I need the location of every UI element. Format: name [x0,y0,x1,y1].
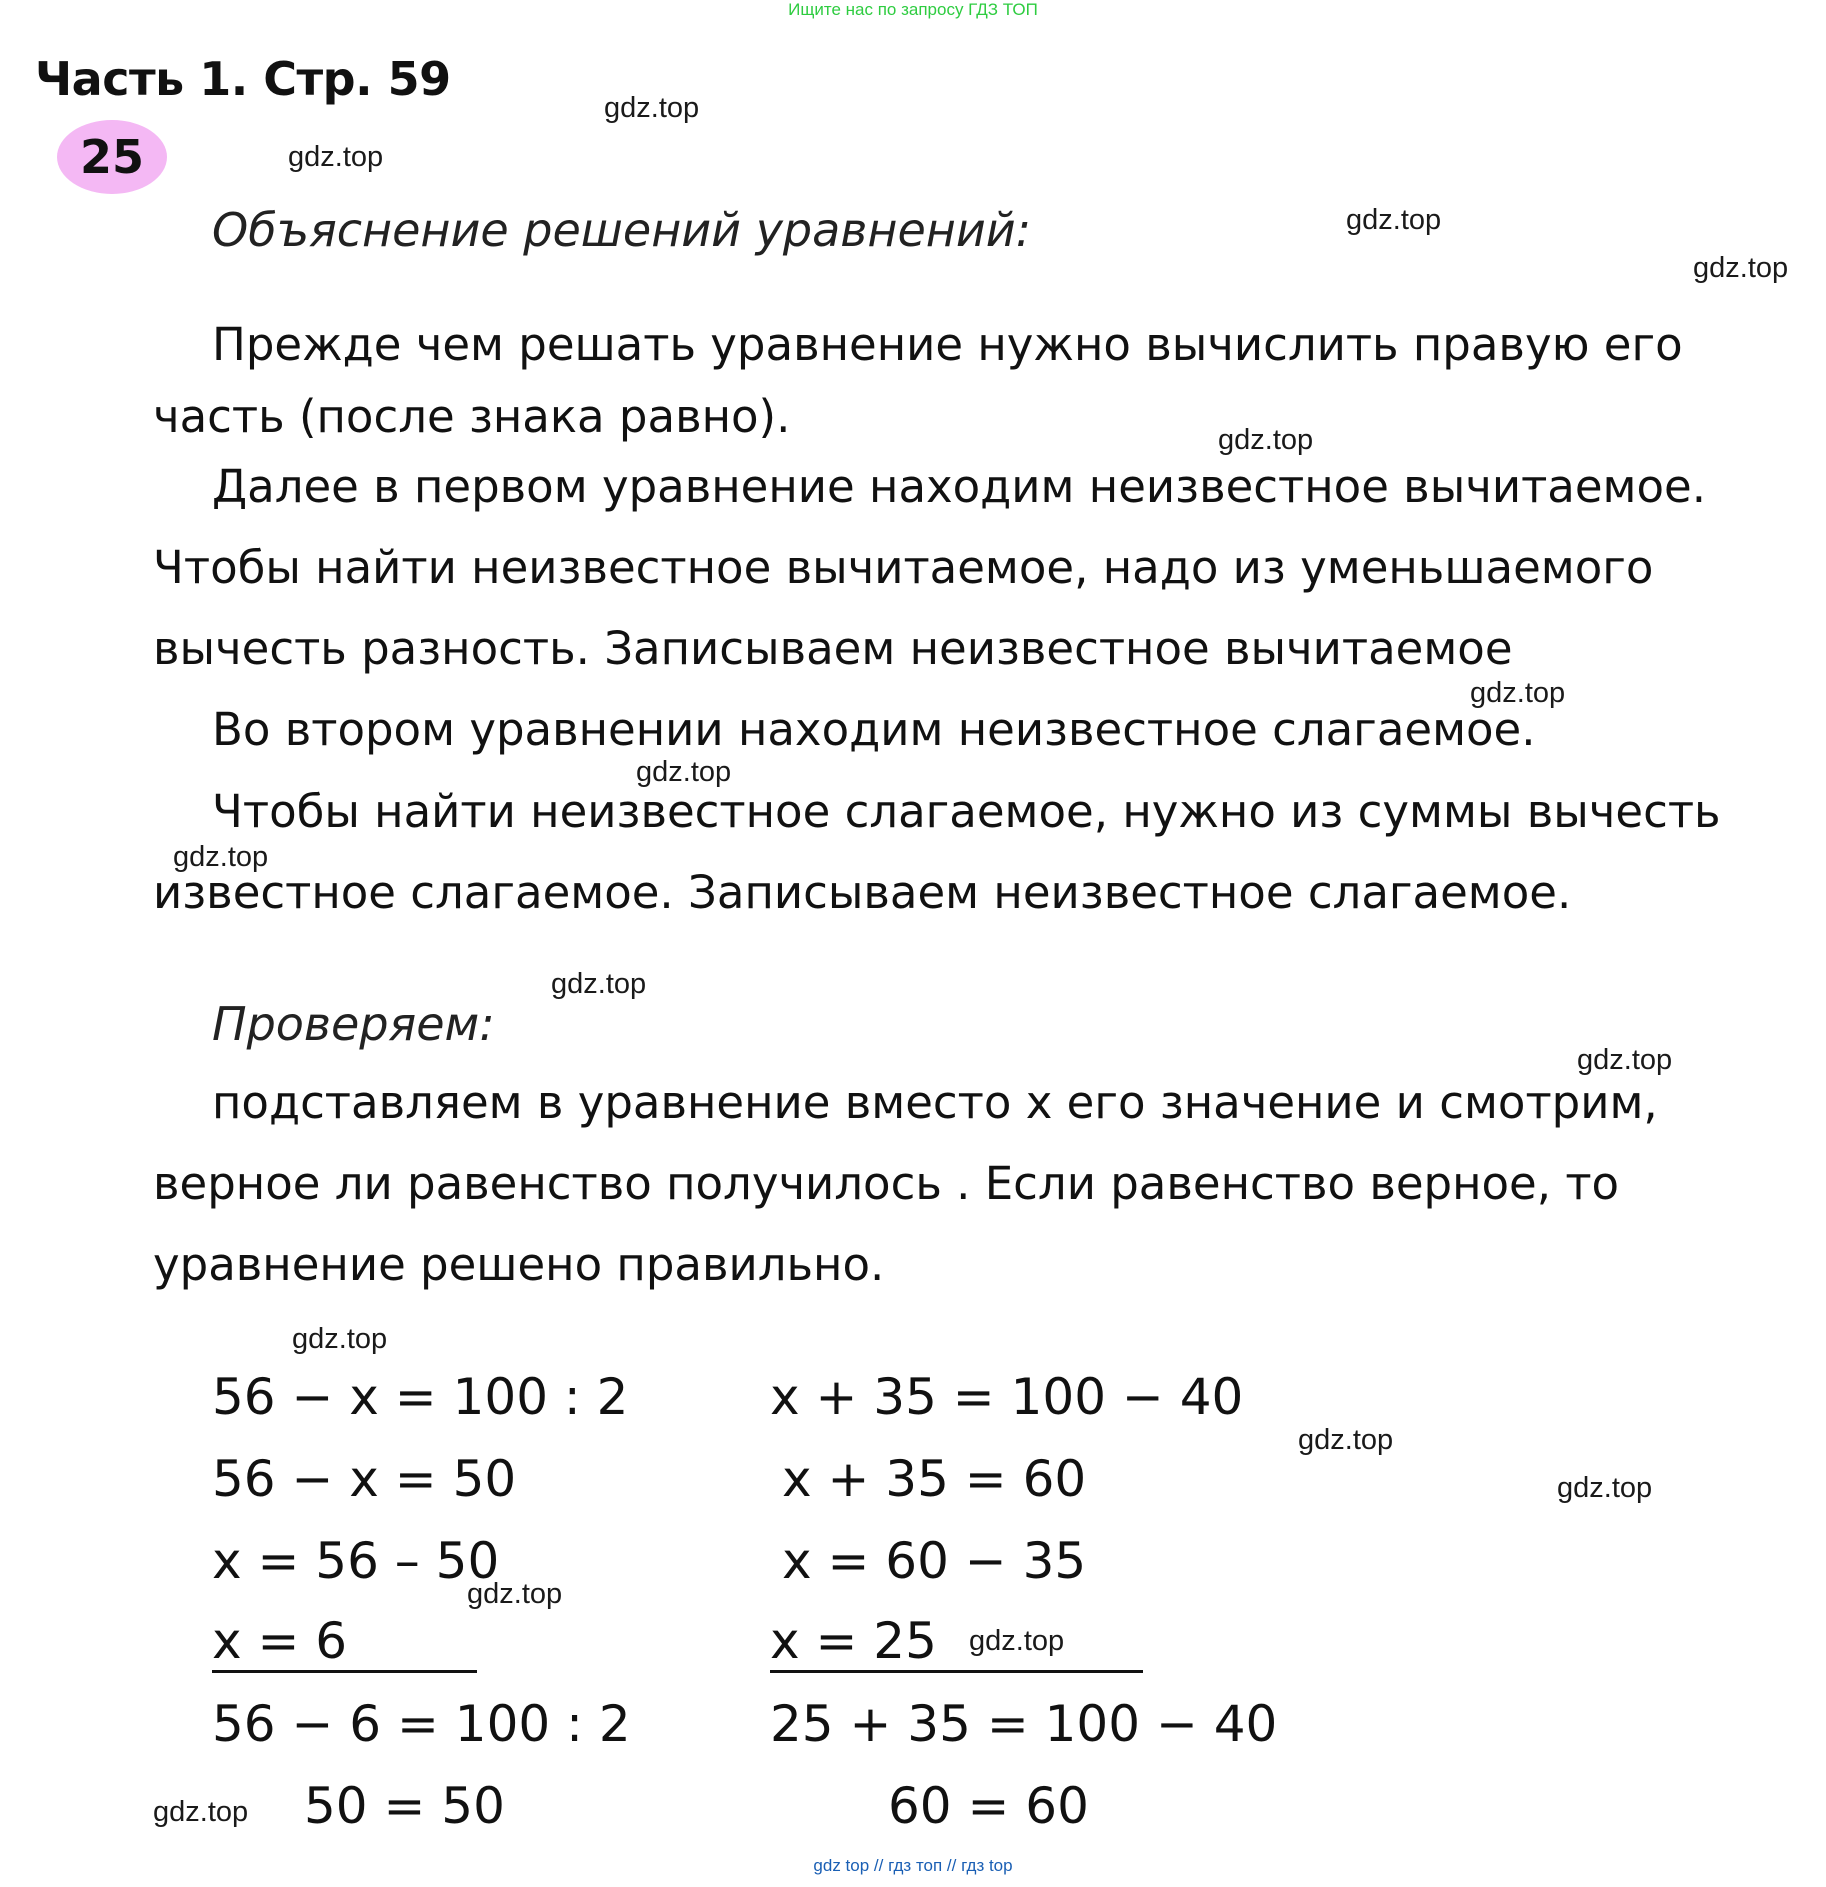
check-line: подставляем в уравнение вместо х его значение и смотрим, [212,1076,1658,1129]
equation-right: x + 35 = 60 [782,1450,1087,1508]
watermark: gdz.top [1218,424,1314,456]
watermark: gdz.top [551,968,647,1000]
watermark: gdz.top [1346,204,1442,236]
paragraph-line: Чтобы найти неизвестное слагаемое, нужно из суммы вычесть [212,785,1721,838]
paragraph-line: вычесть разность. Записываем неизвестное вычитаемое [153,622,1513,675]
watermark: gdz.top [292,1323,388,1355]
equation-right: x = 60 − 35 [782,1532,1087,1590]
answer-underline-left [212,1670,477,1673]
answer-underline-right [770,1670,1143,1673]
watermark: gdz.top [1298,1424,1394,1456]
check-line: уравнение решено правильно. [153,1238,885,1291]
paragraph-line: известное слагаемое. Записываем неизвестное слагаемое. [153,866,1572,919]
watermark: gdz.top [1693,252,1789,284]
equation-left: 56 − x = 50 [212,1450,517,1508]
paragraph-line: Во втором уравнении находим неизвестное слагаемое. [212,703,1536,756]
watermark: gdz.top [604,92,700,124]
watermark: gdz.top [636,756,732,788]
equation-right: 25 + 35 = 100 − 40 [770,1695,1278,1753]
section-title-explanation: Объяснение решений уравнений: [212,203,1032,257]
paragraph-line: Чтобы найти неизвестное вычитаемое, надо из уменьшаемого [153,541,1654,594]
watermark: gdz.top [969,1625,1065,1657]
watermark: gdz.top [1557,1472,1653,1504]
paragraph-line: Прежде чем решать уравнение нужно вычислить правую его [212,318,1683,371]
top-banner: Ищите нас по запросу ГДЗ ТОП [788,0,1038,19]
paragraph-line: часть (после знака равно). [153,390,791,443]
task-number: 25 [79,130,144,184]
equation-left-result: 50 = 50 [304,1777,505,1835]
equation-right-answer: x = 25 [770,1612,937,1670]
footer: gdz top // гдз топ // гдз top [813,1856,1013,1875]
watermark: gdz.top [288,141,384,173]
check-line: верное ли равенство получилось . Если равенство верное, то [153,1157,1620,1210]
equation-right-result: 60 = 60 [888,1777,1089,1835]
paragraph-line: Далее в первом уравнение находим неизвестное вычитаемое. [212,460,1707,513]
equation-left: 56 − x = 100 : 2 [212,1368,629,1426]
equation-left-answer: x = 6 [212,1612,348,1670]
section-title-check: Проверяем: [212,997,495,1051]
watermark: gdz.top [173,841,269,873]
watermark: gdz.top [1577,1044,1673,1076]
watermark: gdz.top [153,1796,249,1828]
page-title: Часть 1. Стр. 59 [35,52,451,106]
equation-left: x = 56 – 50 [212,1532,500,1590]
equation-right: x + 35 = 100 − 40 [770,1368,1244,1426]
watermark: gdz.top [467,1578,563,1610]
equation-left: 56 − 6 = 100 : 2 [212,1695,631,1753]
watermark: gdz.top [1470,677,1566,709]
